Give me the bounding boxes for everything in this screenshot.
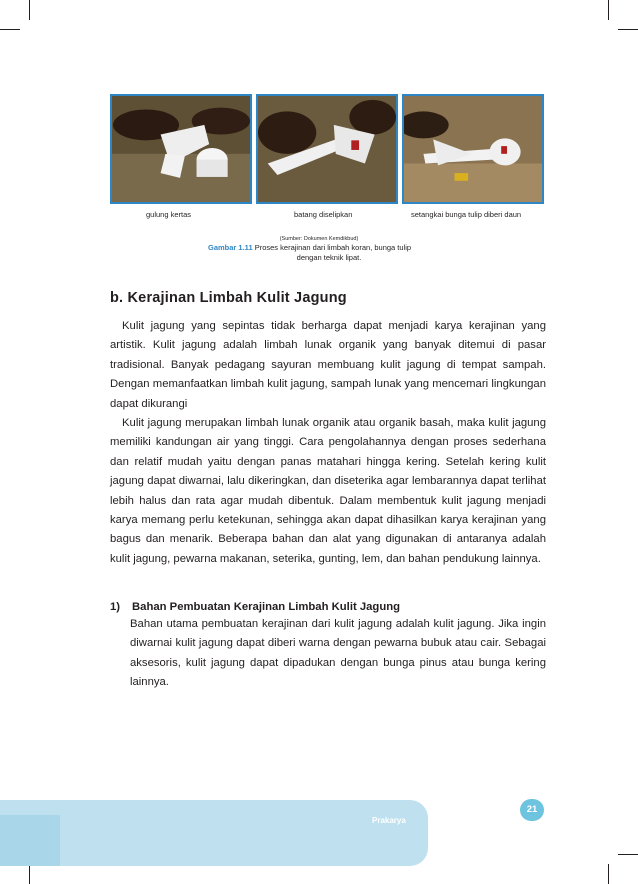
paragraph-2-text: Kulit jagung merupakan limbah lunak organik atau organik basah, maka kulit jagung memiliki kandungan air yang tinggi. Cara pengolahannya dengan proses sederhana dan relatif mudah yaitu dengan panas matahari hingga kering. Setelah kering kulit jagung dapat diwarnai, lalu dikeringkan, dan diseterika agar lembarannya dapat terlihat lebih halus dan rata agar mudah dibentuk. Dalam membentuk kulit jagung menjadi karya memang perlu ketekunan, sehingga akan dapat dihasilkan karya kerajinan yang bagus dan menarik. Beberapa bahan dan alat yang digunakan di antaranya adalah kulit jagung, pewarna makanan, seterika, gunting, lem, dan bahan pendukung lainnya. [110,417,546,565]
subsection-title: Bahan Pembuatan Kerajinan Limbah Kulit Jagung [132,601,401,613]
subsection-heading [110,601,546,613]
figure-label: Gambar 1.11 [208,243,253,252]
section-paragraph-1 [110,317,546,414]
footer-subject: Prakarya [372,816,406,825]
subsection-paragraph: Bahan utama pembuatan kerajinan dari kulit jagung adalah kulit jagung. Jika ingin diwarnai kulit jagung dapat diberi warna dengan pewarna bubuk atau cair. Sebagai aksesoris, kulit jagung dapat dipadukan dengan bunga pinus atau bunga kering lainnya. [130,618,546,689]
page-number: 21 [520,799,544,821]
crop-mark [608,0,609,20]
photo-caption-1: gulung kertas [146,210,192,219]
paragraph-1-text: Kulit jagung yang sepintas tidak berharga dapat menjadi karya kerajinan yang artistik. Kulit jagung adalah limbah lunak organik yang banyak ditemui di pasar tradisional. Banyak pedagang sayuran membuang kulit jagung di tempat sampah. Dengan memanfaatkan limbah kulit jagung, sampah lunak yang mencemari lingkungan dapat dikurangi [110,320,546,410]
footer-band-accent [0,815,60,866]
crop-mark [29,864,30,884]
figure-photo-2 [256,94,398,204]
figure-caption-line2: dengan teknik lipat. [296,252,362,262]
crop-mark [618,29,638,30]
crop-mark [0,29,20,30]
subsection-number: 1) [110,601,121,613]
section-heading: b. Kerajinan Limbah Kulit Jagung [110,290,347,306]
footer-band [0,800,428,866]
figure-source: (Sumber: Dokumen Kemdikbud) [279,236,359,242]
section-paragraph-2 [110,414,546,569]
figure-caption [208,243,436,262]
photo-caption-2: batang diselipkan [294,210,353,219]
crop-mark [29,0,30,20]
figure-photo-3 [402,94,544,204]
crop-mark [618,854,638,855]
figure-caption-line1: Proses kerajinan dari limbah koran, bunga tulip [254,243,412,252]
figure-photo-1 [110,94,252,204]
photo-caption-3: setangkai bunga tulip diberi daun [411,210,522,219]
crop-mark [608,864,609,884]
